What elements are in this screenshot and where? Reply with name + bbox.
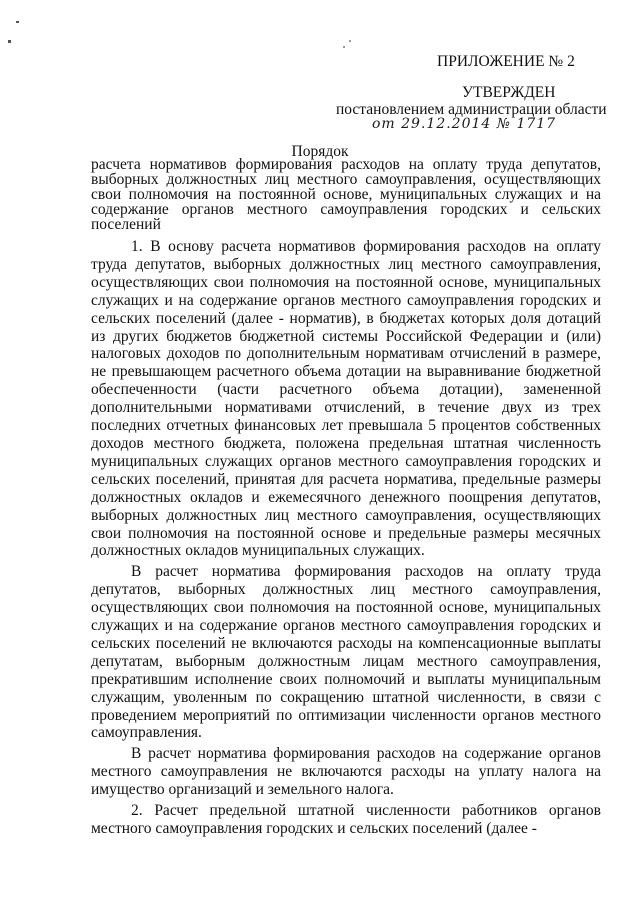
scan-speck [349,40,351,42]
handwritten-date-number: от 29.12.2014 № 1717 [372,116,557,132]
paragraph: 1. В основу расчета нормативов формирования расходов на оплату труда депутатов, выборных должностных лиц местного самоуправления, осуществляющих свои полномочия на постоянной основе, муниципальных служащих и на содержание органов местного самоуправления городских и сельских поселений (далее - норматив), в бюджетах которых доля дотаций из других бюджетов бюджетной системы Российской Федерации и (или) налоговых доходов по дополнительным нормативам отчислений в размере, не превышающем расчетного объема дотации на выравнивание бюджетной обеспеченности (части расчетного объема дотации), замененной дополнительными нормативами отчислений, в течение двух из трех последних отчетных финансовых лет превышала 5 процентов собственных доходов местного бюджета, положена предельная штатная численность муниципальных служащих органов местного самоуправления городских и сельских поселений, принятая для расчета норматива, предельные размеры должностных окладов и ежемесячного денежного поощрения депутатов, выборных должностных лиц местного самоуправления, осуществляющих свои полномочия на постоянной основе и предельные размеры месячных должностных окладов муниципальных служащих. [91,238,601,560]
appendix-label: ПРИЛОЖЕНИЕ № 2 [437,53,575,70]
document-title: Порядок [291,143,349,160]
scan-speck [16,21,19,23]
approved-label: УТВЕРЖДЕН [462,84,556,101]
paragraph: В расчет норматива формирования расходов на оплату труда депутатов, выборных должностных лиц местного самоуправления, осуществляющих свои полномочия на постоянной основе, муниципальных служащих и на содержание органов местного самоуправления городских и сельских поселений не включаются расходы на компенсационные выплаты депутатам, выборным должностным лицам местного самоуправления, прекратившим исполнение своих полномочий и выплаты муниципальным служащим, уволенным по сокращению штатной численности, в связи с проведением мероприятий по оптимизации численности органов местного самоуправления. [91,563,601,742]
document-body [91,238,601,838]
paragraph: В расчет норматива формирования расходов на содержание органов местного самоуправления не включаются расходы на уплату налога на имущество организаций и земельного налога. [91,745,601,799]
scan-speck [343,46,345,48]
paragraph: 2. Расчет предельной штатной численности работников органов местного самоуправления городских и сельских поселений (далее - [91,802,601,837]
decree-line: постановлением администрации области [336,101,607,118]
scan-speck [8,40,11,43]
document-subtitle: расчета нормативов формирования расходов на оплату труда депутатов, выборных должностных лиц местного самоуправления, осуществляющих свои полномочия на постоянной основе, муниципальных служащих и на содержание органов местного самоуправления городских и сельских поселений [91,156,601,233]
